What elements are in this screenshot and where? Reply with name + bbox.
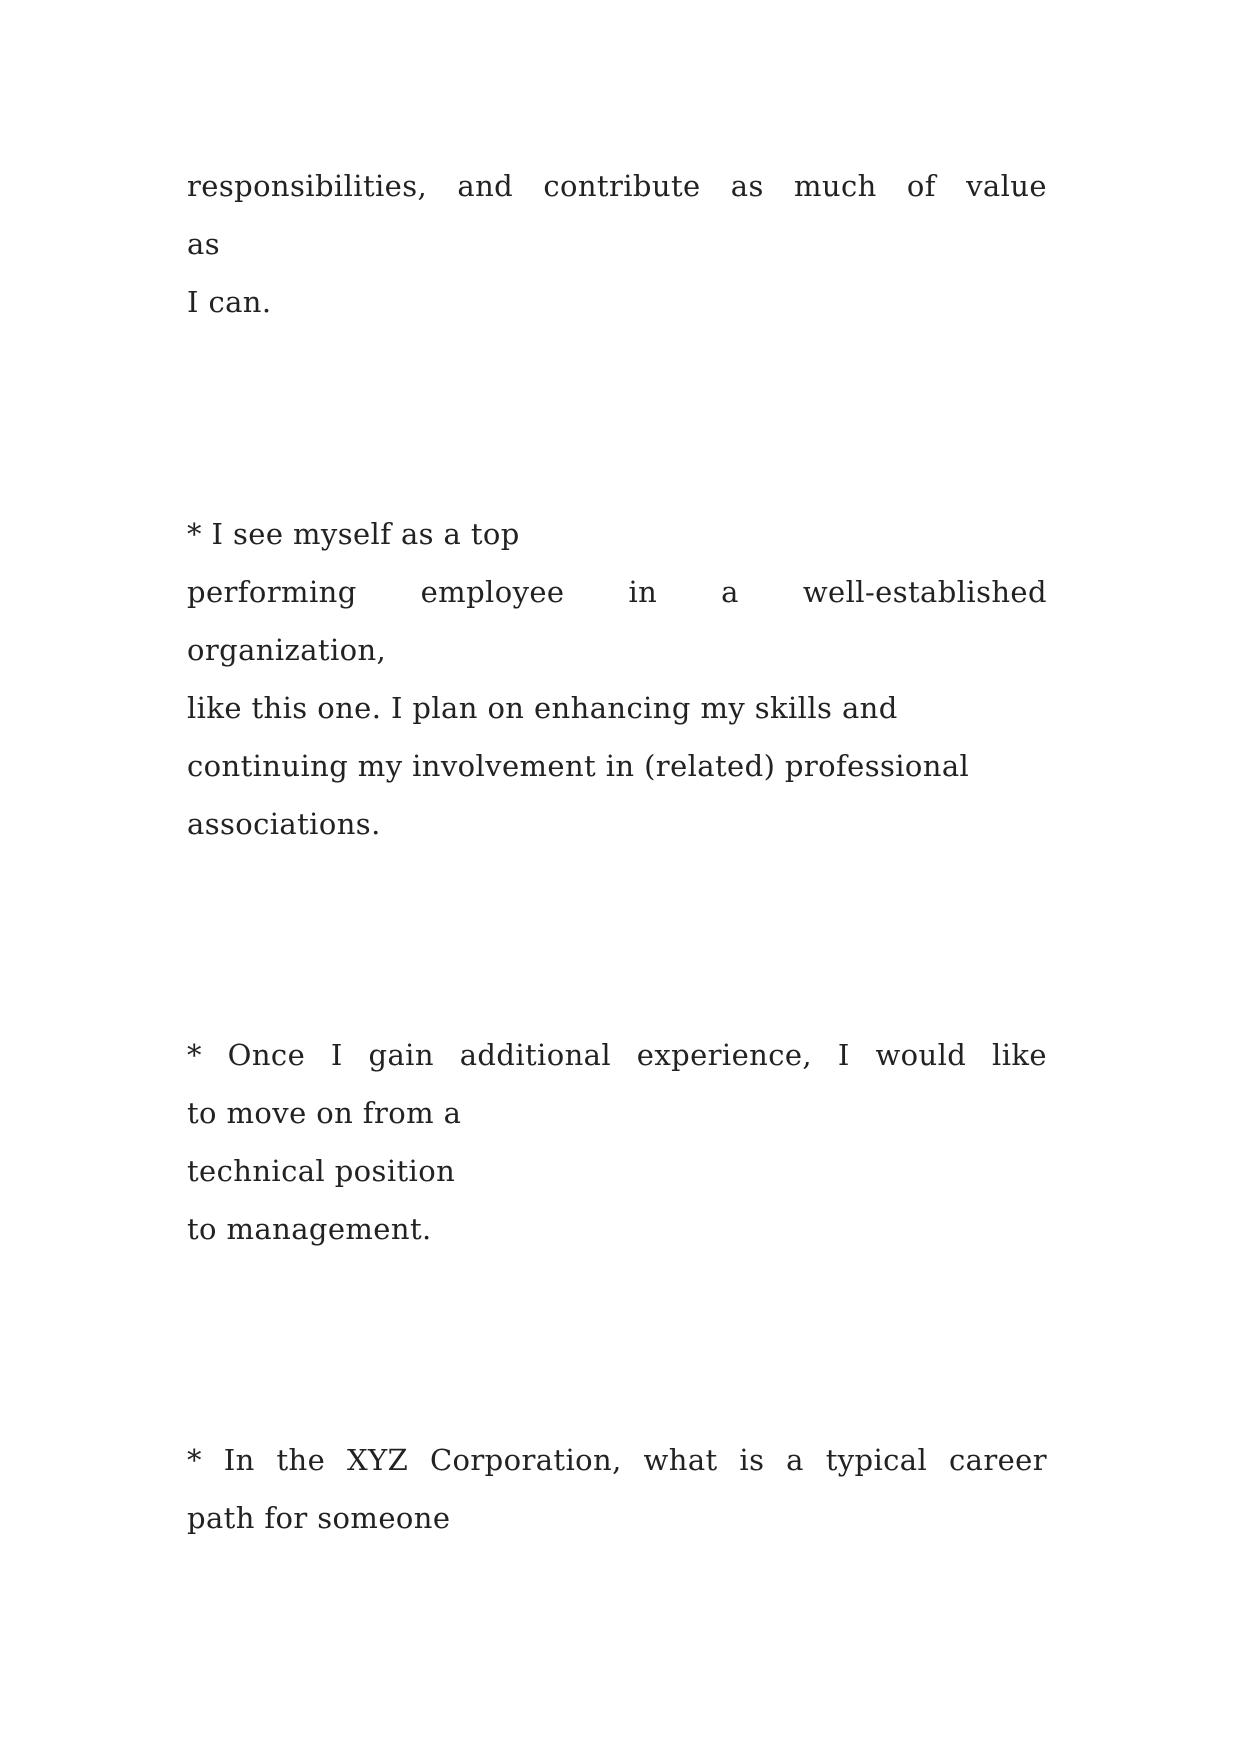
paragraph-1-line-1 (187, 168, 1047, 204)
word: and (457, 169, 514, 203)
paragraph-3-line-4: to management. (187, 1212, 432, 1246)
word: value (966, 169, 1047, 203)
paragraph-1-line-3: I can. (187, 285, 272, 319)
paragraph-2-line-5: continuing my involvement in (related) professional (187, 749, 970, 783)
paragraph-4-line-1 (187, 1442, 1047, 1478)
paragraph-2-line-2 (187, 574, 1047, 610)
word: much (793, 169, 877, 203)
word: the (276, 1443, 326, 1477)
word: contribute (543, 169, 701, 203)
word: XYZ (346, 1443, 409, 1477)
word: additional (459, 1038, 612, 1072)
paragraph-2-line-4: like this one. I plan on enhancing my skills and (187, 691, 898, 725)
word: as (730, 169, 764, 203)
word: In (223, 1443, 255, 1477)
paragraph-2-line-6: associations. (187, 807, 381, 841)
paragraph-1-line-2: as (187, 227, 220, 261)
word: I (837, 1038, 850, 1072)
word: responsibilities, (187, 169, 428, 203)
paragraph-2-line-1: * I see myself as a top (187, 517, 520, 551)
word: I (330, 1038, 343, 1072)
word: gain (368, 1038, 434, 1072)
paragraph-3-line-2: to move on from a (187, 1096, 462, 1130)
paragraph-3-line-1 (187, 1037, 1047, 1073)
paragraph-3-line-3: technical position (187, 1154, 456, 1188)
word: what (643, 1443, 718, 1477)
word: a (721, 575, 739, 609)
word: * (187, 1443, 202, 1477)
word: typical (825, 1443, 928, 1477)
word: well-established (802, 575, 1047, 609)
word: career (948, 1443, 1047, 1477)
word: Corporation, (429, 1443, 622, 1477)
word: a (786, 1443, 804, 1477)
word: Once (227, 1038, 306, 1072)
word: like (992, 1038, 1047, 1072)
word: * (187, 1038, 202, 1072)
word: performing (187, 575, 357, 609)
word: is (739, 1443, 765, 1477)
word: of (906, 169, 936, 203)
word: employee (420, 575, 565, 609)
paragraph-2-line-3: organization, (187, 633, 387, 667)
word: in (628, 575, 658, 609)
word: experience, (636, 1038, 813, 1072)
paragraph-4-line-2: path for someone (187, 1501, 451, 1535)
word: would (875, 1038, 967, 1072)
